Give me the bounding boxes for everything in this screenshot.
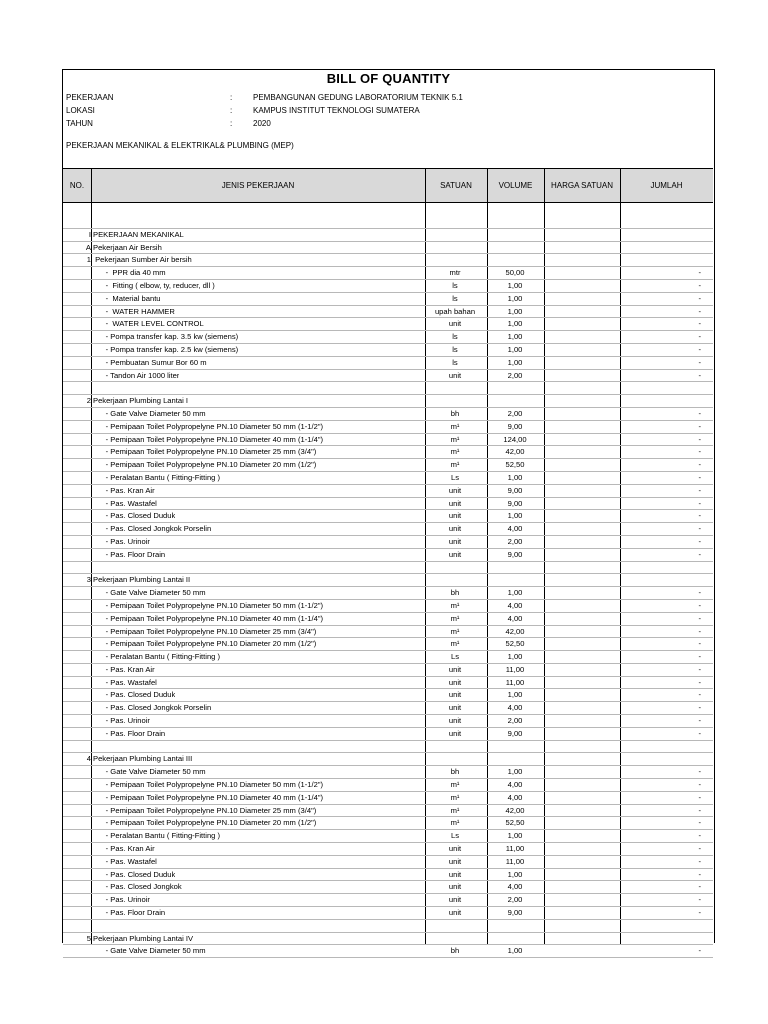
row-unit: m¹ — [450, 639, 460, 649]
row-unit: bh — [450, 408, 460, 418]
row-total: - — [698, 895, 701, 905]
row-volume: 52,50 — [505, 818, 525, 828]
table-row — [63, 498, 713, 511]
table-row — [63, 370, 713, 383]
info-colon: : — [230, 106, 233, 115]
row-description: - Pas. Floor Drain — [93, 908, 166, 918]
row-unit: Ls — [450, 831, 460, 841]
row-description: - Pas. Wastafel — [93, 498, 157, 508]
row-total: - — [698, 600, 701, 610]
row-unit: bh — [450, 588, 460, 598]
row-volume: 42,00 — [505, 626, 525, 636]
row-no: A — [85, 242, 91, 252]
row-unit: unit — [448, 511, 462, 521]
table-header — [63, 168, 713, 203]
row-volume: 52,50 — [505, 460, 525, 470]
row-total: - — [698, 588, 701, 598]
row-volume: 4,00 — [507, 780, 523, 790]
table-row — [63, 395, 713, 408]
row-description: - Pemipaan Toilet Polypropelyne PN.10 Diameter 20 mm (1/2") — [93, 818, 317, 828]
row-total: - — [698, 344, 701, 354]
row-total: - — [698, 792, 701, 802]
row-description: - Pas. Kran Air — [93, 485, 155, 495]
table-row — [63, 357, 713, 370]
row-description: - Pemipaan Toilet Polypropelyne PN.10 Diameter 40 mm (1-1/4") — [93, 792, 324, 802]
row-description: Pekerjaan Plumbing Lantai I — [93, 396, 188, 406]
row-volume: 2,00 — [507, 370, 523, 380]
row-volume: 4,00 — [507, 792, 523, 802]
table-row — [63, 830, 713, 843]
row-unit: unit — [448, 856, 462, 866]
table-row — [63, 229, 713, 242]
row-unit: unit — [448, 498, 462, 508]
info-value-lokasi: KAMPUS INSTITUT TEKNOLOGI SUMATERA — [253, 106, 420, 115]
row-total: - — [698, 613, 701, 623]
row-volume: 11,00 — [505, 844, 525, 854]
row-unit: m¹ — [450, 447, 460, 457]
row-unit: unit — [448, 690, 462, 700]
row-unit: unit — [448, 677, 462, 687]
table-row — [63, 318, 713, 331]
row-description: - Pas. Floor Drain — [93, 728, 166, 738]
table-row — [63, 434, 713, 447]
row-unit: ls — [452, 280, 458, 290]
info-label-lokasi: LOKASI — [66, 106, 95, 115]
row-total: - — [698, 268, 701, 278]
table-row — [63, 254, 713, 267]
row-no: 1 — [86, 255, 91, 265]
row-total: - — [698, 293, 701, 303]
table-row — [63, 280, 713, 293]
row-volume: 1,00 — [507, 946, 523, 956]
row-unit: m¹ — [450, 600, 460, 610]
table-row — [63, 920, 713, 933]
table-row — [63, 267, 713, 280]
row-total: - — [698, 357, 701, 367]
row-volume: 4,00 — [507, 703, 523, 713]
row-volume: 1,00 — [507, 280, 523, 290]
table-row — [63, 651, 713, 664]
row-total: - — [698, 472, 701, 482]
table-row — [63, 869, 713, 882]
row-volume: 11,00 — [505, 856, 525, 866]
row-no: 2 — [86, 396, 91, 406]
row-total: - — [698, 869, 701, 879]
row-unit: m¹ — [450, 626, 460, 636]
section-heading: PEKERJAAN MEKANIKAL & ELEKTRIKAL& PLUMBING (MEP) — [66, 141, 294, 150]
table-row — [63, 843, 713, 856]
row-unit: unit — [448, 844, 462, 854]
row-total: - — [698, 549, 701, 559]
row-total: - — [698, 831, 701, 841]
table-row — [63, 907, 713, 920]
table-row — [63, 881, 713, 894]
row-unit: unit — [448, 882, 462, 892]
row-total: - — [698, 639, 701, 649]
table-row — [63, 587, 713, 600]
row-description: - Pemipaan Toilet Polypropelyne PN.10 Diameter 50 mm (1-1/2") — [93, 600, 324, 610]
table-row — [63, 382, 713, 395]
info-label-tahun: TAHUN — [66, 119, 93, 128]
row-description: - PPR dia 40 mm — [93, 268, 166, 278]
info-colon: : — [230, 119, 233, 128]
row-description: - Pas. Closed Jongkok Porselin — [93, 524, 212, 534]
row-unit: bh — [450, 767, 460, 777]
table-row — [63, 945, 713, 958]
row-description: Pekerjaan Plumbing Lantai III — [93, 754, 193, 764]
row-volume: 1,00 — [507, 767, 523, 777]
table-row — [63, 779, 713, 792]
row-unit: Ls — [450, 472, 460, 482]
row-description: - Pemipaan Toilet Polypropelyne PN.10 Diameter 50 mm (1-1/2") — [93, 421, 324, 431]
row-volume: 2,00 — [507, 895, 523, 905]
row-description: - Pompa transfer kap. 3.5 kw (siemens) — [93, 332, 239, 342]
table-row — [63, 805, 713, 818]
row-volume: 4,00 — [507, 524, 523, 534]
row-description: - Peralatan Bantu ( Fitting-Fitting ) — [93, 472, 221, 482]
row-total: - — [698, 677, 701, 687]
table-row — [63, 306, 713, 319]
row-description: - Pas. Urinoir — [93, 895, 150, 905]
table-row — [63, 549, 713, 562]
row-volume: 2,00 — [507, 716, 523, 726]
row-volume: 1,00 — [507, 344, 523, 354]
row-volume: 1,00 — [507, 652, 523, 662]
row-description: - Peralatan Bantu ( Fitting-Fitting ) — [93, 831, 221, 841]
row-volume: 11,00 — [505, 677, 525, 687]
row-unit: unit — [448, 319, 462, 329]
row-total: - — [698, 447, 701, 457]
row-volume: 9,00 — [507, 485, 523, 495]
row-total: - — [698, 844, 701, 854]
col-header-desc: JENIS PEKERJAAN — [221, 181, 295, 190]
info-value-pekerjaan: PEMBANGUNAN GEDUNG LABORATORIUM TEKNIK 5.1 — [253, 93, 463, 102]
row-volume: 1,00 — [507, 511, 523, 521]
row-description: - WATER HAMMER — [93, 306, 175, 316]
table-row — [63, 242, 713, 255]
row-total: - — [698, 524, 701, 534]
table-row — [63, 574, 713, 587]
row-volume: 4,00 — [507, 600, 523, 610]
row-unit: unit — [448, 869, 462, 879]
row-unit: m¹ — [450, 460, 460, 470]
row-description: - Pas. Closed Duduk — [93, 690, 176, 700]
row-description: - Pemipaan Toilet Polypropelyne PN.10 Diameter 50 mm (1-1/2") — [93, 780, 324, 790]
table-row — [63, 562, 713, 575]
row-total: - — [698, 664, 701, 674]
row-description: - Pembuatan Sumur Bor 60 m — [93, 357, 207, 367]
table-row — [63, 421, 713, 434]
col-header-no: NO. — [69, 181, 85, 190]
table-row — [63, 408, 713, 421]
row-unit: ls — [452, 332, 458, 342]
row-volume: 1,00 — [507, 306, 523, 316]
row-description: - WATER LEVEL CONTROL — [93, 319, 204, 329]
row-volume: 9,00 — [507, 908, 523, 918]
row-volume: 1,00 — [507, 831, 523, 841]
row-total: - — [698, 728, 701, 738]
table-row — [63, 626, 713, 639]
info-label-pekerjaan: PEKERJAAN — [66, 93, 114, 102]
row-volume: 1,00 — [507, 319, 523, 329]
row-total: - — [698, 716, 701, 726]
row-unit: upah bahan — [434, 306, 476, 316]
row-unit: unit — [448, 728, 462, 738]
row-total: - — [698, 652, 701, 662]
table-row — [63, 344, 713, 357]
row-volume: 9,00 — [507, 728, 523, 738]
row-total: - — [698, 332, 701, 342]
row-volume: 50,00 — [505, 268, 525, 278]
info-value-tahun: 2020 — [253, 119, 271, 128]
table-row — [63, 216, 713, 229]
col-header-price: HARGA SATUAN — [550, 181, 614, 190]
row-unit: ls — [452, 344, 458, 354]
col-header-total: JUMLAH — [650, 181, 683, 190]
row-volume: 42,00 — [505, 447, 525, 457]
row-volume: 4,00 — [507, 613, 523, 623]
row-unit: mtr — [449, 268, 461, 278]
row-total: - — [698, 408, 701, 418]
row-unit: unit — [448, 703, 462, 713]
row-description: - Pemipaan Toilet Polypropelyne PN.10 Diameter 25 mm (3/4") — [93, 805, 317, 815]
row-unit: m¹ — [450, 613, 460, 623]
row-total: - — [698, 434, 701, 444]
row-no: I — [88, 229, 91, 239]
row-total: - — [698, 421, 701, 431]
boq-sheet — [62, 69, 715, 956]
table-row — [63, 741, 713, 754]
row-description: - Gate Valve Diameter 50 mm — [93, 946, 206, 956]
row-volume: 1,00 — [507, 293, 523, 303]
row-total: - — [698, 511, 701, 521]
table-row — [63, 523, 713, 536]
row-total: - — [698, 485, 701, 495]
row-unit: m¹ — [450, 421, 460, 431]
table-row — [63, 293, 713, 306]
row-unit: unit — [448, 370, 462, 380]
row-unit: m¹ — [450, 780, 460, 790]
row-total: - — [698, 818, 701, 828]
row-total: - — [698, 946, 701, 956]
row-description: Pekerjaan Air Bersih — [93, 242, 162, 252]
row-description: - Material bantu — [93, 293, 161, 303]
row-volume: 4,00 — [507, 882, 523, 892]
row-description: - Pas. Wastafel — [93, 677, 157, 687]
row-volume: 1,00 — [507, 357, 523, 367]
row-unit: unit — [448, 524, 462, 534]
table-row — [63, 689, 713, 702]
row-volume: 124,00 — [503, 434, 527, 444]
row-unit: ls — [452, 293, 458, 303]
row-description: - Pompa transfer kap. 2.5 kw (siemens) — [93, 344, 239, 354]
col-header-unit: SATUAN — [440, 181, 472, 190]
table-row — [63, 510, 713, 523]
row-volume: 1,00 — [507, 472, 523, 482]
row-volume: 2,00 — [507, 408, 523, 418]
row-description: Pekerjaan Plumbing Lantai IV — [93, 933, 194, 943]
row-description: Pekerjaan Sumber Air bersih — [93, 255, 192, 265]
row-total: - — [698, 780, 701, 790]
table-row — [63, 894, 713, 907]
row-unit: unit — [448, 895, 462, 905]
table-row — [63, 613, 713, 626]
row-total: - — [698, 908, 701, 918]
row-total: - — [698, 536, 701, 546]
row-no: 3 — [86, 575, 91, 585]
row-description: - Tandon Air 1000 liter — [93, 370, 180, 380]
col-header-volume: VOLUME — [498, 181, 533, 190]
row-unit: unit — [448, 485, 462, 495]
row-unit: unit — [448, 549, 462, 559]
row-total: - — [698, 882, 701, 892]
row-description: PEKERJAAN MEKANIKAL — [93, 229, 184, 239]
row-total: - — [698, 703, 701, 713]
row-unit: unit — [448, 664, 462, 674]
row-total: - — [698, 690, 701, 700]
table-row — [63, 766, 713, 779]
row-description: - Pemipaan Toilet Polypropelyne PN.10 Diameter 25 mm (3/4") — [93, 626, 317, 636]
table-row — [63, 856, 713, 869]
row-total: - — [698, 460, 701, 470]
row-total: - — [698, 306, 701, 316]
row-description: - Gate Valve Diameter 50 mm — [93, 767, 206, 777]
row-volume: 2,00 — [507, 536, 523, 546]
table-row — [63, 536, 713, 549]
table-row — [63, 933, 713, 946]
table-row — [63, 715, 713, 728]
row-description: Pekerjaan Plumbing Lantai II — [93, 575, 191, 585]
row-description: - Gate Valve Diameter 50 mm — [93, 588, 206, 598]
row-total: - — [698, 805, 701, 815]
row-unit: m¹ — [450, 434, 460, 444]
row-volume: 1,00 — [507, 332, 523, 342]
row-description: - Pas. Closed Jongkok Porselin — [93, 703, 212, 713]
row-volume: 52,50 — [505, 639, 525, 649]
row-no: 4 — [86, 754, 91, 764]
row-description: - Fitting ( elbow, ty, reducer, dll ) — [93, 280, 215, 290]
row-description: - Pemipaan Toilet Polypropelyne PN.10 Diameter 40 mm (1-1/4") — [93, 613, 324, 623]
row-unit: bh — [450, 946, 460, 956]
row-unit: m¹ — [450, 818, 460, 828]
row-unit: ls — [452, 357, 458, 367]
row-description: - Pemipaan Toilet Polypropelyne PN.10 Diameter 40 mm (1-1/4") — [93, 434, 324, 444]
row-total: - — [698, 319, 701, 329]
row-volume: 1,00 — [507, 588, 523, 598]
row-no: 5 — [86, 933, 91, 943]
row-total: - — [698, 370, 701, 380]
row-unit: unit — [448, 536, 462, 546]
row-unit: m¹ — [450, 792, 460, 802]
row-description: - Pas. Kran Air — [93, 664, 155, 674]
table-row — [63, 702, 713, 715]
row-description: - Pas. Wastafel — [93, 856, 157, 866]
document-title: BILL OF QUANTITY — [326, 71, 451, 86]
table-row — [63, 331, 713, 344]
row-total: - — [698, 280, 701, 290]
row-unit: Ls — [450, 652, 460, 662]
table-row — [63, 459, 713, 472]
row-total: - — [698, 498, 701, 508]
row-unit: m¹ — [450, 805, 460, 815]
row-description: - Peralatan Bantu ( Fitting-Fitting ) — [93, 652, 221, 662]
row-description: - Pemipaan Toilet Polypropelyne PN.10 Diameter 20 mm (1/2") — [93, 460, 317, 470]
table-row — [63, 664, 713, 677]
table-row — [63, 817, 713, 830]
row-volume: 9,00 — [507, 498, 523, 508]
table-row — [63, 446, 713, 459]
row-description: - Pemipaan Toilet Polypropelyne PN.10 Diameter 20 mm (1/2") — [93, 639, 317, 649]
row-description: - Pas. Closed Duduk — [93, 869, 176, 879]
row-volume: 11,00 — [505, 664, 525, 674]
row-description: - Pemipaan Toilet Polypropelyne PN.10 Diameter 25 mm (3/4") — [93, 447, 317, 457]
table-row — [63, 472, 713, 485]
table-row — [63, 600, 713, 613]
row-description: - Pas. Closed Jongkok — [93, 882, 182, 892]
row-total: - — [698, 767, 701, 777]
table-row — [63, 677, 713, 690]
row-volume: 9,00 — [507, 421, 523, 431]
row-description: - Pas. Urinoir — [93, 536, 150, 546]
table-body — [63, 216, 713, 958]
table-row — [63, 753, 713, 766]
row-description: - Pas. Kran Air — [93, 844, 155, 854]
row-description: - Gate Valve Diameter 50 mm — [93, 408, 206, 418]
row-unit: unit — [448, 908, 462, 918]
table-row — [63, 485, 713, 498]
row-volume: 42,00 — [505, 805, 525, 815]
table-row — [63, 728, 713, 741]
row-description: - Pas. Urinoir — [93, 716, 150, 726]
row-unit: unit — [448, 716, 462, 726]
row-volume: 9,00 — [507, 549, 523, 559]
row-total: - — [698, 856, 701, 866]
row-total: - — [698, 626, 701, 636]
table-row — [63, 638, 713, 651]
row-volume: 1,00 — [507, 690, 523, 700]
row-volume: 1,00 — [507, 869, 523, 879]
table-row — [63, 792, 713, 805]
info-colon: : — [230, 93, 233, 102]
row-description: - Pas. Closed Duduk — [93, 511, 176, 521]
row-description: - Pas. Floor Drain — [93, 549, 166, 559]
